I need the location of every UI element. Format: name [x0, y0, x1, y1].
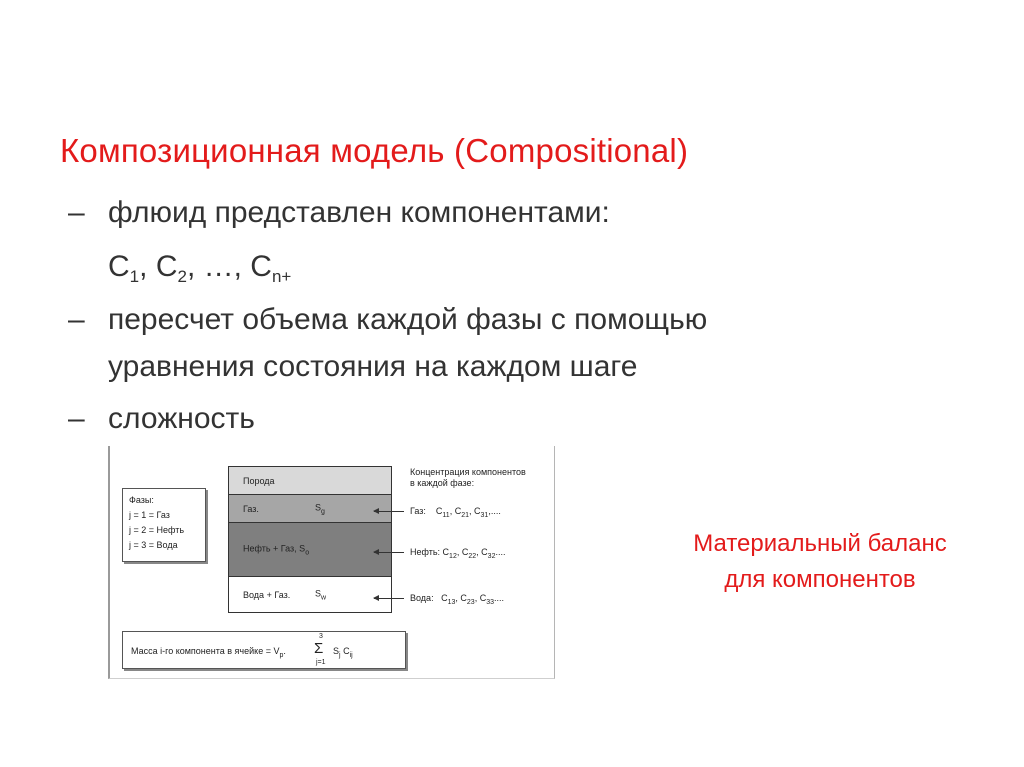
bullet-recalc-line2: уравнения состояния на каждом шаге: [108, 350, 638, 383]
conc-row-water: Вода: $C_{13}$, $C_{23}$, $C_{33}$....: [410, 593, 505, 606]
arrow-water: [374, 598, 404, 599]
note-line1: Материальный баланс: [693, 530, 947, 557]
layer-rock: [228, 466, 392, 495]
bullet-recalc-line1: пересчет объема каждой фазы с помощью: [108, 303, 708, 336]
arrow-oil: [374, 552, 404, 553]
component-c2: С: [155, 250, 178, 283]
components-list: [108, 250, 291, 287]
bullet-dash: –: [68, 402, 85, 435]
bullet-dash: –: [68, 303, 85, 336]
component-cn-index: n+: [271, 267, 292, 286]
mass-formula-text: Масса i-го компонента в ячейке = V: [131, 646, 280, 656]
sum-upper-limit: 3: [319, 633, 323, 640]
phase-oil: j = 2 = Нефть: [129, 525, 185, 535]
phase-water: j = 3 = Вода: [129, 540, 178, 550]
note-line2: для компонентов: [724, 566, 916, 593]
layer-water-saturation: $S_w$: [315, 588, 327, 601]
slide-title: Композиционная модель (Compositional): [60, 132, 689, 169]
component-c2-index: 2: [177, 267, 187, 286]
phases-legend: [122, 488, 206, 562]
material-balance-note: [640, 526, 1000, 598]
layer-gas-saturation: $S_g$: [315, 502, 325, 515]
mass-formula: Масса i-го компонента в ячейке = $V_p$. 3 Σ j=1 $S_j$ $C_{ij}$: [122, 631, 406, 669]
cell-layers: [228, 466, 392, 613]
layer-gas-label: Газ.: [243, 503, 259, 514]
sum-sign: Σ: [314, 640, 324, 657]
compositional-diagram: [108, 446, 555, 679]
component-c1-index: 1: [129, 267, 140, 286]
bullet-fluid: [68, 196, 610, 230]
layer-oil-label: Нефть + Газ, $S_o$: [243, 543, 310, 556]
separator: ,: [139, 250, 156, 283]
separator-ellipsis: , …,: [186, 250, 251, 283]
bullet-dash: –: [68, 196, 85, 229]
concentration-title: Концентрация компонентов в каждой фазе:: [410, 467, 526, 488]
phase-gas: j = 1 = Газ: [129, 510, 170, 520]
bullet-complexity-text: сложность: [108, 402, 255, 435]
component-c1: С: [108, 250, 130, 283]
layer-water: [228, 577, 392, 613]
conc-row-oil: Нефть: $C_{12}$, $C_{22}$, $C_{32}$....: [410, 547, 506, 560]
phases-title: Фазы:: [129, 495, 154, 505]
bullet-recalc: [68, 303, 707, 337]
bullet-fluid-text: флюид представлен компонентами:: [108, 196, 610, 229]
layer-water-label: Вода + Газ.: [243, 589, 291, 600]
bullet-complexity: [68, 402, 255, 436]
layer-gas: [228, 495, 392, 523]
arrow-gas: [374, 511, 404, 512]
sum-lower-limit: j=1: [316, 659, 326, 666]
layer-rock-label: Порода: [243, 475, 275, 486]
conc-row-gas: Газ: $C_{11}$, $C_{21}$, $C_{31}$,....: [410, 506, 501, 519]
component-cn: С: [250, 250, 272, 283]
layer-oil: [228, 523, 392, 577]
